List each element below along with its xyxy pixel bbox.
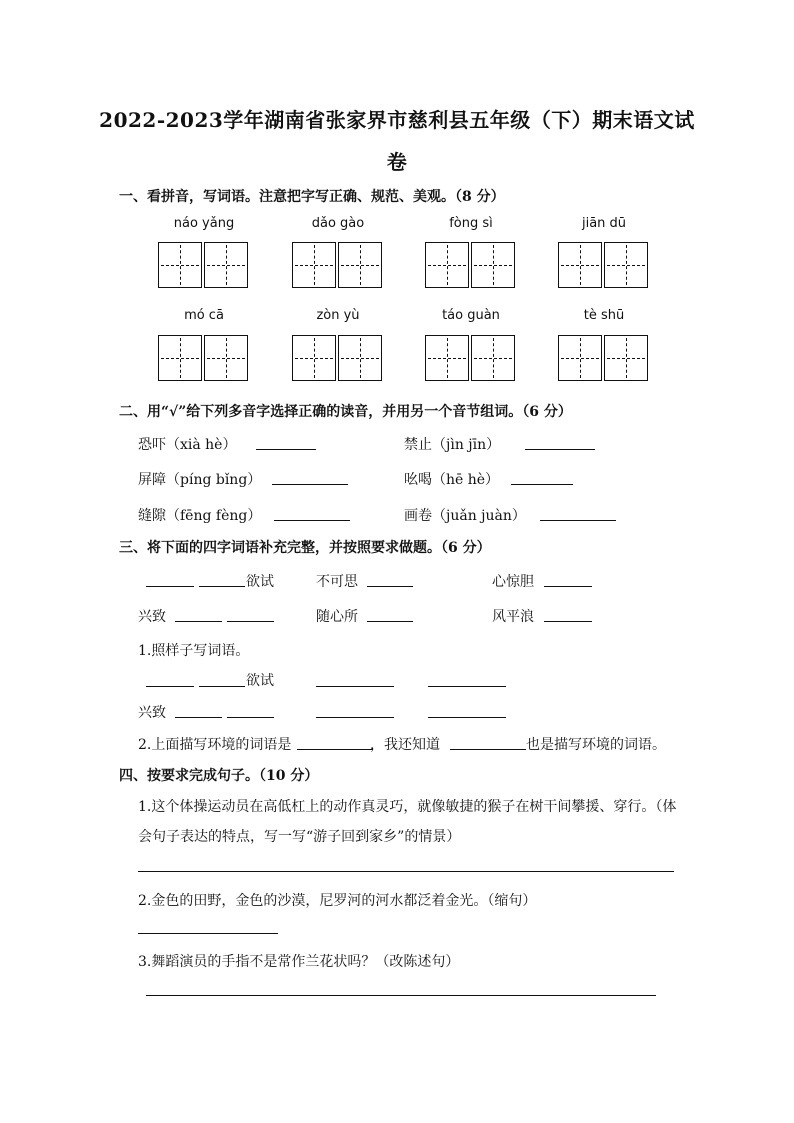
grid-cell[interactable] (604, 242, 648, 288)
grid-cell[interactable] (158, 335, 202, 381)
polyphone-item-5: 缝隙（fēng fèng） (138, 508, 262, 524)
answer-blank[interactable] (316, 686, 394, 687)
section2-heading: 二、用“√”给下列多音字选择正确的读音，并用另一个音节组词。（6 分） (119, 404, 572, 420)
polyphone-item-1: 恐吓（xià hè） (138, 437, 237, 453)
answer-blank[interactable] (544, 586, 592, 587)
pinyin-2: dǎo gào (311, 216, 365, 231)
section4-question3: 3.舞蹈演员的手指不是常作兰花状吗？（改陈述句） (138, 954, 460, 970)
section4-question1-line1: 1.这个体操运动员在高低杠上的动作真灵巧，就像敏捷的猴子在树干间攀援、穿行。（体 (138, 799, 677, 815)
section4-question1-line2: 会句子表达的特点，写一写“游子回到家乡”的情景） (138, 829, 461, 845)
grid-cell[interactable] (471, 335, 515, 381)
answer-blank[interactable] (367, 586, 413, 587)
polyphone-item-2: 禁止（jìn jīn） (404, 437, 501, 453)
section4-question2: 2.金色的田野，金色的沙漠，尼罗河的河水都泛着金光。（缩句） (138, 893, 537, 909)
section4-heading: 四、按要求完成句子。（10 分） (119, 768, 319, 784)
answer-blank[interactable] (227, 717, 274, 718)
writing-grid-5[interactable] (158, 335, 250, 381)
pinyin-8: tè shū (583, 308, 625, 323)
example-fragment: 兴致 (138, 705, 166, 721)
grid-cell[interactable] (292, 335, 336, 381)
answer-blank[interactable] (544, 621, 592, 622)
writing-grid-2[interactable] (292, 242, 384, 288)
writing-grid-6[interactable] (292, 335, 384, 381)
grid-cell[interactable] (425, 335, 469, 381)
grid-cell[interactable] (338, 335, 382, 381)
grid-cell[interactable] (292, 242, 336, 288)
answer-blank[interactable] (227, 621, 274, 622)
answer-blank[interactable] (274, 520, 350, 521)
polyphone-item-4: 吆喝（hē hè） (404, 472, 500, 488)
answer-blank[interactable] (316, 717, 394, 718)
answer-blank[interactable] (175, 717, 222, 718)
answer-blank[interactable] (199, 686, 245, 687)
example-fragment: 欲试 (246, 673, 274, 689)
grid-cell[interactable] (558, 335, 602, 381)
idiom-fragment: 随心所 (316, 609, 358, 625)
grid-cell[interactable] (425, 242, 469, 288)
answer-blank[interactable] (511, 484, 573, 485)
grid-cell[interactable] (604, 335, 648, 381)
grid-cell[interactable] (204, 335, 248, 381)
answer-line[interactable] (138, 871, 674, 872)
idiom-fragment: 风平浪 (492, 609, 534, 625)
writing-grid-4[interactable] (558, 242, 650, 288)
pinyin-4: jiān dū (581, 216, 627, 231)
answer-blank[interactable] (297, 749, 373, 750)
answer-blank[interactable] (428, 686, 506, 687)
grid-cell[interactable] (204, 242, 248, 288)
answer-line[interactable] (146, 995, 656, 996)
pinyin-3: fòng sì (449, 216, 493, 231)
answer-line[interactable] (138, 933, 278, 934)
writing-grid-8[interactable] (558, 335, 650, 381)
grid-cell[interactable] (558, 242, 602, 288)
answer-blank[interactable] (540, 520, 616, 521)
idiom-fragment: 不可思 (316, 574, 358, 590)
grid-cell[interactable] (158, 242, 202, 288)
pinyin-1: náo yǎng (173, 216, 235, 231)
section1-heading: 一、看拼音，写词语。注意把字写正确、规范、美观。（8 分） (119, 189, 505, 205)
answer-blank[interactable] (175, 621, 222, 622)
answer-blank[interactable] (146, 686, 194, 687)
answer-blank[interactable] (525, 449, 595, 450)
polyphone-item-6: 画卷（juǎn juàn） (404, 508, 526, 524)
pinyin-6: zòn yù (316, 308, 360, 323)
idiom-fragment: 兴致 (138, 609, 166, 625)
answer-blank[interactable] (367, 621, 413, 622)
answer-blank[interactable] (450, 749, 526, 750)
section3-question2-b: ，我还知道 (370, 737, 440, 753)
answer-blank[interactable] (199, 586, 245, 587)
section3-question1: 1.照样子写词语。 (138, 643, 250, 659)
writing-grid-1[interactable] (158, 242, 250, 288)
idiom-fragment: 心惊胆 (492, 574, 534, 590)
page-title-line2: 卷 (386, 150, 408, 174)
answer-blank[interactable] (146, 586, 194, 587)
answer-blank[interactable] (428, 717, 506, 718)
polyphone-item-3: 屏障（píng bǐng） (138, 472, 262, 488)
writing-grid-3[interactable] (425, 242, 517, 288)
pinyin-7: táo guàn (442, 308, 500, 323)
answer-blank[interactable] (256, 449, 316, 450)
page-title-line1: 2022-2023学年湖南省张家界市慈利县五年级（下）期末语文试 (99, 108, 695, 132)
grid-cell[interactable] (338, 242, 382, 288)
idiom-fragment: 欲试 (246, 574, 274, 590)
section3-question2-a: 2.上面描写环境的词语是 (138, 737, 292, 753)
answer-blank[interactable] (272, 484, 348, 485)
grid-cell[interactable] (471, 242, 515, 288)
writing-grid-7[interactable] (425, 335, 517, 381)
section3-heading: 三、将下面的四字词语补充完整，并按照要求做题。（6 分） (119, 540, 491, 556)
pinyin-5: mó cā (184, 308, 224, 323)
section3-question2-c: 也是描写环境的词语。 (526, 737, 666, 753)
